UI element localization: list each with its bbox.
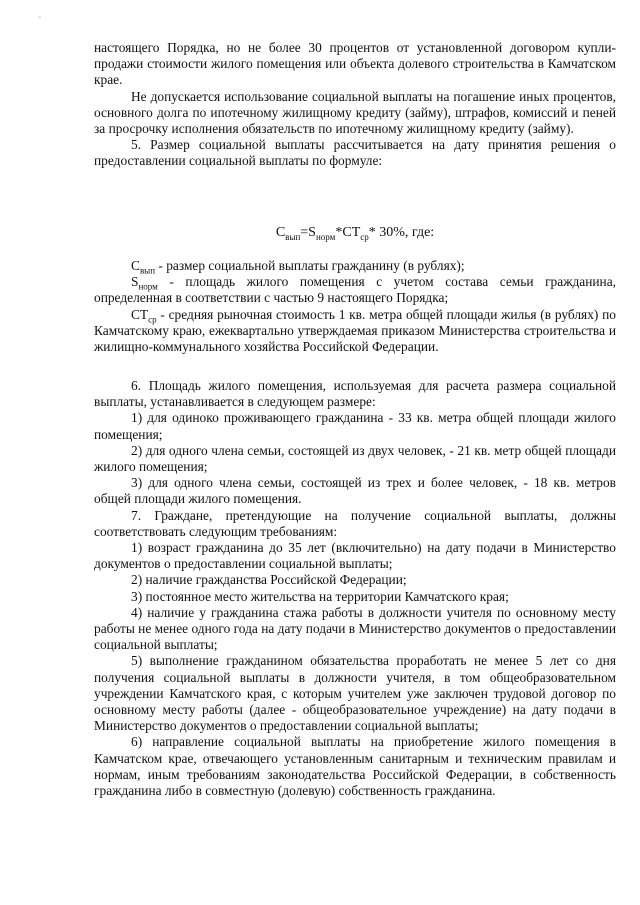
- paragraph-item-5: 5. Размер социальной выплаты рассчитывается на дату принятия решения о предоставлении социальной выплаты по формуле:: [94, 137, 616, 169]
- definition-s: [94, 274, 616, 306]
- bottom-block: [94, 378, 616, 799]
- formula-tail: * 30%, где:: [368, 225, 435, 240]
- paragraph-6-1: 1) для одиноко проживающего гражданина - 33 кв. метра общей площади жилого помещения;: [94, 410, 616, 442]
- formula-c-sub: вып: [285, 231, 301, 242]
- def-ct-text: - средняя рыночная стоимость 1 кв. метра общей площади жилья (в рублях) по Камчатскому краю, ежеквартально утверждаемая приказом Министерства строительства и жилищно-коммунального хозяйства Российской Федерации.: [94, 306, 616, 355]
- def-s-sub: норм: [138, 281, 158, 292]
- paragraph-item-7: 7. Граждане, претендующие на получение социальной выплаты, должны соответствовать следующим требованиям:: [94, 507, 616, 539]
- def-s-text: - площадь жилого помещения с учетом состава семьи гражданина, определенная в соответствии с частью 9 настоящего Порядка;: [94, 274, 616, 306]
- def-ct-symbol: СТ: [131, 306, 149, 322]
- paragraph-6-3: 3) для одного члена семьи, состоящей из трех и более человек, - 18 кв. метров общей площади жилого помещения.: [94, 475, 616, 507]
- paragraph-prohibition: Не допускается использование социальной выплаты на погашение иных процентов, основного долга по ипотечному жилищному кредиту (займу), штрафов, комиссий и пеней за просрочку исполнения обязательств по ипотечному жилищному кредиту (займу).: [94, 88, 616, 137]
- definition-ct: [94, 307, 616, 356]
- paragraph-7-3: 3) постоянное место жительства на территории Камчатского края;: [131, 588, 509, 604]
- formula-s-sub: норм: [315, 231, 336, 242]
- paragraph-6-2: 2) для одного члена семьи, состоящей из двух человек, - 21 кв. метр общей площади жилого помещения;: [94, 442, 616, 475]
- top-block: [94, 40, 616, 170]
- formula: [94, 225, 616, 241]
- formula-ct-sub: ср: [360, 231, 369, 242]
- paragraph-7-4: 4) наличие у гражданина стажа работы в должности учителя по основному месту работы не менее одного года на дату подачи в Министерство документов о предоставлении социальной выплаты;: [94, 604, 616, 653]
- formula-c: С: [275, 225, 286, 240]
- paragraph-7-5: 5) выполнение гражданином обязательства проработать не менее 5 лет со дня получения социальной выплаты в должности учителя, в том общеобразовательном учреждении Камчатского края, с которым учителем уже заключен трудовой договор по основному месту работы (далее - общеобразовательное учреждение) на дату подачи в Министерство документов о предоставлении социальной выплаты;: [94, 653, 616, 734]
- def-c-sub: вып: [139, 265, 156, 276]
- paragraph-item-6: 6. Площадь жилого помещения, используемая для расчета размера социальной выплаты, устанавливается в следующем размере:: [94, 378, 616, 410]
- definition-c: [94, 258, 616, 274]
- definitions-block: [94, 258, 616, 355]
- paragraph-continuation: настоящего Порядка, но не более 30 процентов от установленной договором купли-продажи стоимости жилого помещения или объекта долевого строительства в Камчатском крае.: [94, 40, 616, 88]
- formula-s: =S: [300, 225, 316, 240]
- def-c-text: - размер социальной выплаты гражданину (в рублях);: [155, 258, 465, 273]
- def-s-symbol: S: [131, 274, 139, 290]
- paragraph-7-6: 6) направление социальной выплаты на приобретение жилого помещения в Камчатском крае, отвечающего установленным санитарным и техническим правилам и нормам, иным требованиям законодательства Российской Федерации, в собственность гражданина либо в совместную (долевую) собственность гражданина.: [94, 734, 616, 799]
- def-ct-sub: ср: [148, 314, 157, 325]
- paragraph-7-2: 2) наличие гражданства Российской Федерации;: [131, 572, 407, 588]
- def-c-symbol: С: [131, 258, 140, 273]
- formula-block: [94, 225, 616, 241]
- corner-mark: ˆ: [38, 16, 42, 27]
- formula-ct: *СТ: [335, 225, 361, 240]
- paragraph-7-1: 1) возраст гражданина до 35 лет (включительно) на дату подачи в Министерство документов о предоставлении социальной выплаты;: [94, 540, 616, 572]
